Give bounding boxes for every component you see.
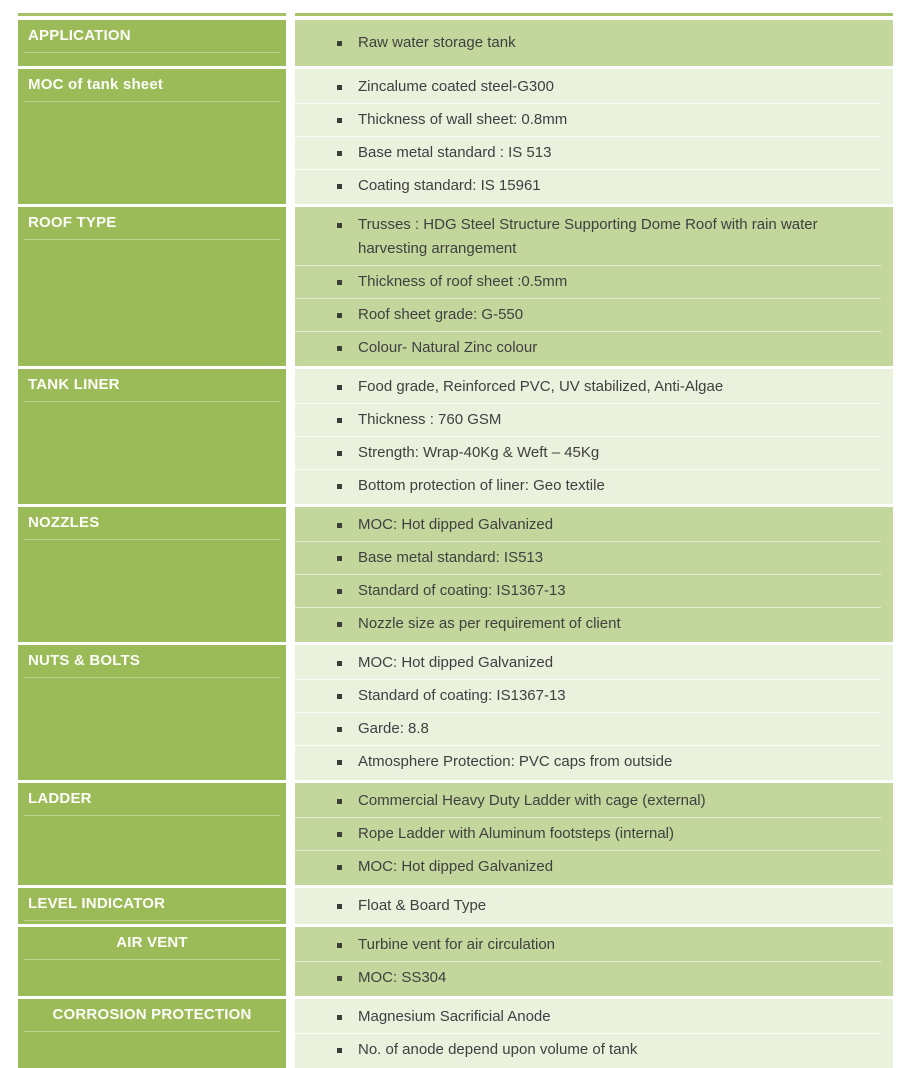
bullet-item [295, 331, 881, 364]
bullet-item-text: Base metal standard : IS 513 [358, 144, 552, 161]
bullet-item-text: Thickness : 760 GSM [358, 411, 502, 428]
row-header-roof-type [18, 207, 286, 366]
bullet-item [295, 403, 881, 436]
bullet-item-text: MOC: SS304 [358, 969, 447, 986]
square-bullet-icon [337, 904, 342, 909]
square-bullet-icon [337, 41, 342, 46]
bullet-item-text: Nozzle size as per requirement of client [358, 615, 621, 632]
row-content-tank-liner [295, 369, 893, 504]
row-header-label: APPLICATION [24, 24, 280, 53]
bullet-item [295, 647, 881, 679]
table-row-level-indicator [18, 888, 893, 924]
square-bullet-icon [337, 118, 342, 123]
row-header-corrosion-protection [18, 999, 286, 1068]
bullet-item-text: Thickness of roof sheet :0.5mm [358, 273, 568, 290]
table-top-border-left [18, 13, 286, 16]
bullet-item [295, 607, 881, 640]
square-bullet-icon [337, 223, 342, 228]
bullet-item [295, 209, 881, 265]
bullet-item-text: Atmosphere Protection: PVC caps from outside [358, 753, 673, 770]
bullet-item [295, 136, 881, 169]
bullet-item [295, 890, 881, 922]
row-content-air-vent [295, 927, 893, 996]
square-bullet-icon [337, 484, 342, 489]
bullet-item [295, 469, 881, 502]
bullet-item [295, 817, 881, 850]
square-bullet-icon [337, 346, 342, 351]
square-bullet-icon [337, 589, 342, 594]
square-bullet-icon [337, 280, 342, 285]
square-bullet-icon [337, 418, 342, 423]
bullet-item-text: Strength: Wrap-40Kg & Weft – 45Kg [358, 444, 600, 461]
square-bullet-icon [337, 313, 342, 318]
row-content-roof-type [295, 207, 893, 366]
row-header-ladder [18, 783, 286, 885]
square-bullet-icon [337, 556, 342, 561]
square-bullet-icon [337, 622, 342, 627]
row-header-label: CORROSION PROTECTION [24, 1003, 280, 1032]
bullet-item [295, 961, 881, 994]
bullet-item-text: MOC: Hot dipped Galvanized [358, 516, 554, 533]
square-bullet-icon [337, 385, 342, 390]
square-bullet-icon [337, 727, 342, 732]
table-row-corrosion-protection [18, 999, 893, 1068]
table-row-nuts-bolts [18, 645, 893, 780]
square-bullet-icon [337, 85, 342, 90]
square-bullet-icon [337, 451, 342, 456]
bullet-item-text: Standard of coating: IS1367-13 [358, 582, 566, 599]
square-bullet-icon [337, 1015, 342, 1020]
bullet-item [295, 712, 881, 745]
bullet-item-text: Food grade, Reinforced PVC, UV stabilized, Anti-Algae [358, 378, 724, 395]
square-bullet-icon [337, 865, 342, 870]
table-row-nozzles [18, 507, 893, 642]
bullet-item-text: Trusses : HDG Steel Structure Supporting Dome Roof with rain water harvesting arrangement [358, 216, 818, 257]
row-header-label: LEVEL INDICATOR [24, 892, 280, 921]
row-content-corrosion-protection [295, 999, 893, 1068]
spec-table [18, 20, 893, 1068]
row-header-application [18, 20, 286, 66]
row-header-label: TANK LINER [24, 373, 280, 402]
table-top-border [18, 13, 893, 16]
bullet-item [295, 509, 881, 541]
table-row-moc-of-tank-sheet [18, 69, 893, 204]
table-top-border-right [295, 13, 893, 16]
row-content-application [295, 20, 893, 66]
row-header-nozzles [18, 507, 286, 642]
row-content-nozzles [295, 507, 893, 642]
table-row-roof-type [18, 207, 893, 366]
table-row-tank-liner [18, 369, 893, 504]
table-row-air-vent [18, 927, 893, 996]
bullet-item [295, 371, 881, 403]
square-bullet-icon [337, 799, 342, 804]
bullet-item-text: Commercial Heavy Duty Ladder with cage (external) [358, 792, 706, 809]
row-header-tank-liner [18, 369, 286, 504]
bullet-item-text: Base metal standard: IS513 [358, 549, 544, 566]
row-header-level-indicator [18, 888, 286, 924]
table-row-ladder [18, 783, 893, 885]
bullet-item [295, 1001, 881, 1033]
bullet-item-text: Coating standard: IS 15961 [358, 177, 541, 194]
row-header-moc-of-tank-sheet [18, 69, 286, 204]
row-content-level-indicator [295, 888, 893, 924]
bullet-item [295, 27, 881, 59]
square-bullet-icon [337, 976, 342, 981]
bullet-item [295, 1033, 881, 1066]
bullet-item-text: Magnesium Sacrificial Anode [358, 1008, 551, 1025]
bullet-item-text: MOC: Hot dipped Galvanized [358, 858, 554, 875]
bullet-item [295, 436, 881, 469]
bullet-item-text: Standard of coating: IS1367-13 [358, 687, 566, 704]
square-bullet-icon [337, 694, 342, 699]
square-bullet-icon [337, 1048, 342, 1053]
square-bullet-icon [337, 661, 342, 666]
row-content-ladder [295, 783, 893, 885]
bullet-item [295, 169, 881, 202]
square-bullet-icon [337, 184, 342, 189]
square-bullet-icon [337, 760, 342, 765]
bullet-item-text: Roof sheet grade: G-550 [358, 306, 524, 323]
bullet-item [295, 785, 881, 817]
bullet-item-text: No. of anode depend upon volume of tank [358, 1041, 638, 1058]
row-header-air-vent [18, 927, 286, 996]
row-content-nuts-bolts [295, 645, 893, 780]
bullet-item [295, 71, 881, 103]
row-header-label: ROOF TYPE [24, 211, 280, 240]
bullet-item [295, 103, 881, 136]
bullet-item [295, 850, 881, 883]
bullet-item-text: Zincalume coated steel-G300 [358, 78, 554, 95]
bullet-item [295, 265, 881, 298]
bullet-item-text: Bottom protection of liner: Geo textile [358, 477, 605, 494]
row-header-label: AIR VENT [24, 931, 280, 960]
row-header-nuts-bolts [18, 645, 286, 780]
bullet-item [295, 574, 881, 607]
bullet-item-text: Colour- Natural Zinc colour [358, 339, 538, 356]
bullet-item [295, 745, 881, 778]
row-header-label: NOZZLES [24, 511, 280, 540]
square-bullet-icon [337, 151, 342, 156]
row-header-label: LADDER [24, 787, 280, 816]
bullet-item [295, 298, 881, 331]
bullet-item-text: Float & Board Type [358, 897, 487, 914]
bullet-item [295, 679, 881, 712]
bullet-item-text: Raw water storage tank [358, 34, 516, 51]
row-content-moc-of-tank-sheet [295, 69, 893, 204]
bullet-item-text: Rope Ladder with Aluminum footsteps (internal) [358, 825, 674, 842]
bullet-item [295, 541, 881, 574]
square-bullet-icon [337, 523, 342, 528]
square-bullet-icon [337, 943, 342, 948]
row-header-label: MOC of tank sheet [24, 73, 280, 102]
table-row-application [18, 20, 893, 66]
square-bullet-icon [337, 832, 342, 837]
bullet-item-text: Garde: 8.8 [358, 720, 429, 737]
bullet-item-text: MOC: Hot dipped Galvanized [358, 654, 554, 671]
bullet-item-text: Turbine vent for air circulation [358, 936, 556, 953]
row-header-label: NUTS & BOLTS [24, 649, 280, 678]
bullet-item [295, 929, 881, 961]
bullet-item-text: Thickness of wall sheet: 0.8mm [358, 111, 568, 128]
